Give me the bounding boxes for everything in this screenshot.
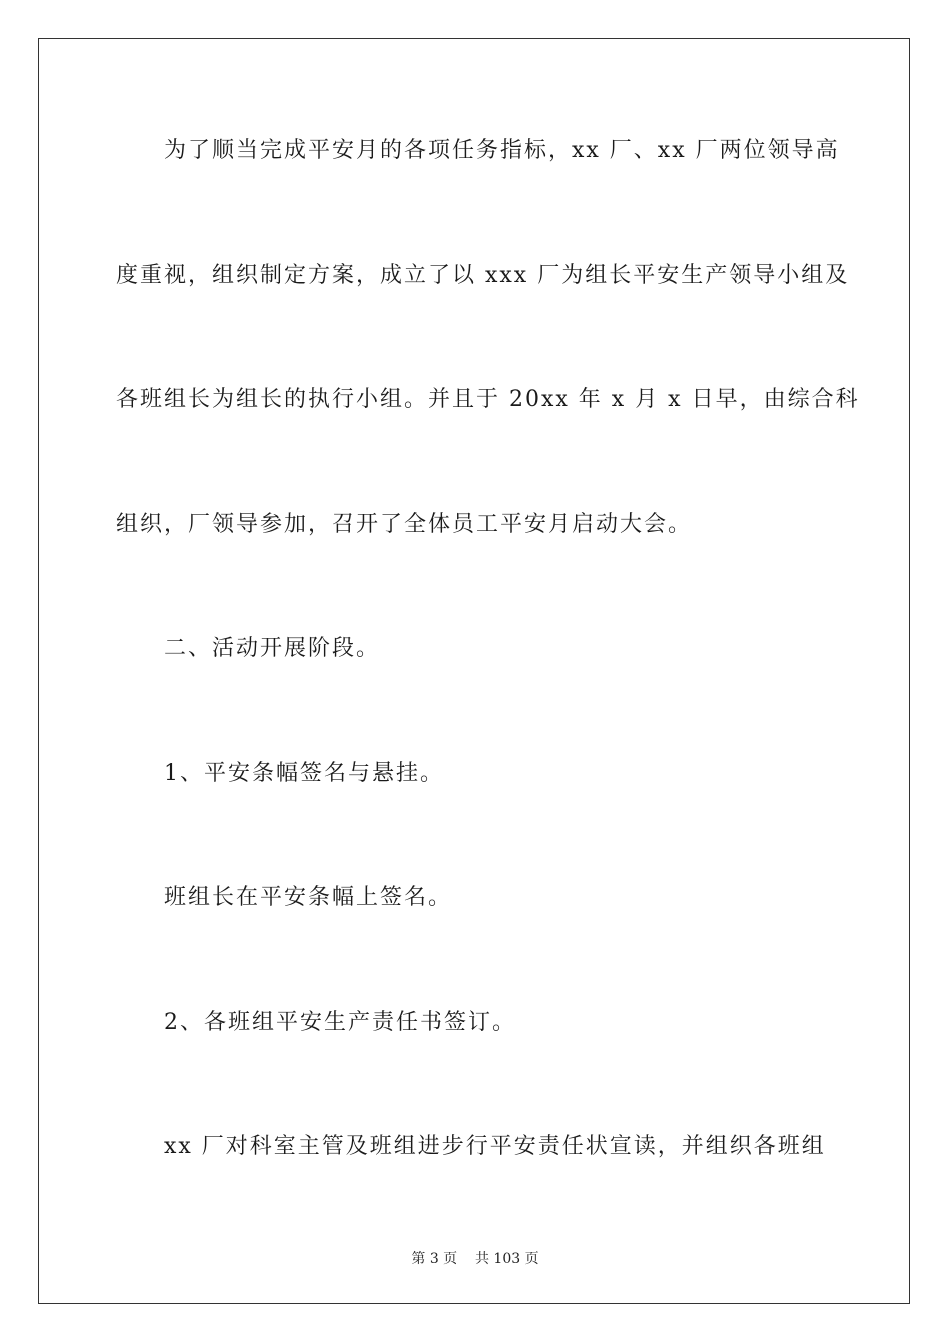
paragraph-line-4: 组织，厂领导参加，召开了全体员工平安月启动大会。 <box>116 512 693 537</box>
paragraph-line-3: 各班组长为组长的执行小组。并且于 20xx 年 x 月 x 日早，由综合科 <box>116 387 860 412</box>
item-text-1: 班组长在平安条幅上签名。 <box>164 885 453 910</box>
section-heading: 二、活动开展阶段。 <box>164 636 381 661</box>
page-number-footer: 第 3 页 共 103 页 <box>411 1251 539 1267</box>
page-border <box>38 38 910 1304</box>
paragraph-line-2: 度重视，组织制定方案，成立了以 xxx 厂为组长平安生产领导小组及 <box>116 263 850 288</box>
paragraph-line-1: 为了顺当完成平安月的各项任务指标，xx 厂、xx 厂两位领导高 <box>164 138 840 163</box>
item-heading-1: 1、平安条幅签名与悬挂。 <box>164 761 444 786</box>
item-heading-2: 2、各班组平安生产责任书签订。 <box>164 1010 516 1035</box>
item-text-2: xx 厂对科室主管及班组进步行平安责任状宣读，并组织各班组 <box>164 1134 826 1159</box>
